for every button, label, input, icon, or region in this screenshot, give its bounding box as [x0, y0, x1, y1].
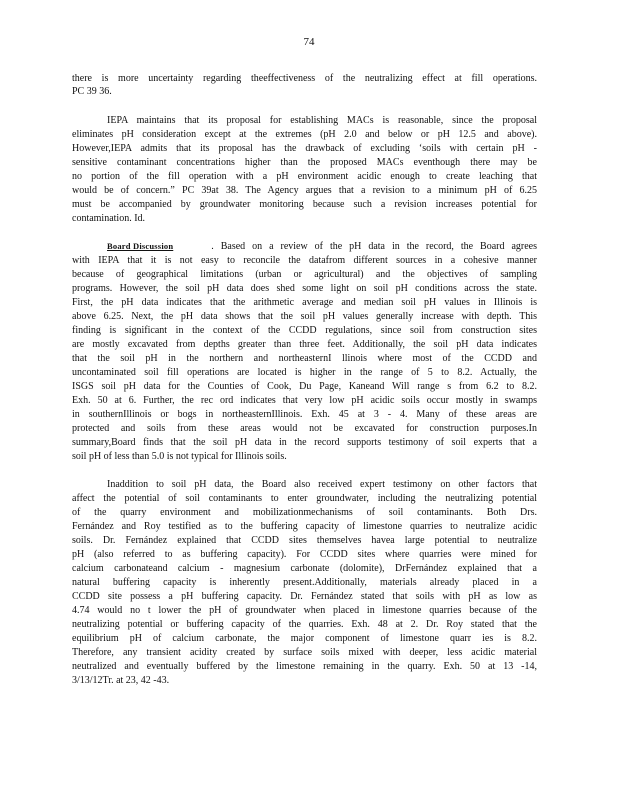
text-line: Exh. 50 at 6. Further, the rec ord indicates that very low pH acidic soils occur mostly in swamps	[72, 395, 537, 406]
text-line: soil pH of less than 5.0 is not typical for Illinois soils.	[72, 451, 287, 462]
text-line: there is more uncertainty regarding theeffectiveness of the neutralizing effect at fill operations.	[72, 73, 537, 84]
text-line: IEPA maintains that its proposal for establishing MACs is reasonable, since the proposal	[107, 115, 537, 126]
text-line: finding is significant in the context of the CCDD regulations, since soil from construction sites	[72, 325, 537, 336]
text-line: neutralizing potential or buffering capacity of the quarries. Exh. 48 at 2. Dr. Roy stated that the	[72, 619, 537, 630]
text-line: must be accompanied by groundwater monitoring because such a revision increases potential for	[72, 199, 537, 210]
text-line: equilibrium pH of calcium carbonate, the major component of limestone quarr ies is 8.2.	[72, 633, 537, 644]
text-line: Therefore, any transient acidity created by surface soils mixed with deeper, less acidic material	[72, 647, 537, 658]
text-line: with IEPA that it is not easy to reconcile the datafrom different sources in a cohesive manner	[72, 255, 537, 266]
text-line: of the quarry environment and mobilizationmechanisms of soil contaminants. Both Drs.	[72, 507, 537, 518]
text-line: pH (also referred to as buffering capacity). For CCDD sites where quarries were mined for	[72, 549, 537, 560]
text-line: . Based on a review of the pH data in the record, the Board agrees	[211, 241, 537, 252]
text-line: would be of concern.” PC 39at 38. The Agency argues that a revision to a minimum pH of 6.25	[72, 185, 537, 196]
text-line: 4.74 would no t lower the pH of groundwater when placed in limestone quarries because of the	[72, 605, 537, 616]
text-line: are mostly excavated from depths greater than three feet. Additionally, the soil pH data indicates	[72, 339, 537, 350]
text-line: uncontaminated soil fill operations are located is higher in the range of 5 to 8.2. Actually, the	[72, 367, 537, 378]
text-line: affect the potential of soil contaminants to enter groundwater, including the neutralizing potential	[72, 493, 537, 504]
text-line: no portion of the fill operation with a pH environment acidic enough to create leaching that	[72, 171, 537, 182]
text-line: 3/13/12Tr. at 23, 42 -43.	[72, 675, 170, 686]
section-heading: Board Discussion	[107, 241, 174, 251]
text-line: eliminates pH consideration except at the extremes (pH 2.0 and below or pH 12.5 and above).	[72, 129, 537, 140]
text-line: that the soil pH in the northern and northeasternI llinois where most of the CCDD and	[72, 353, 537, 364]
heading-line	[107, 240, 537, 253]
text-line: above 6.25. Next, the pH data shows that the soil pH values generally increase with depth. This	[72, 311, 537, 322]
text-line: neutralized and eventually buffered by the limestone remaining in the quarry. Exh. 50 at 13 -14,	[72, 661, 537, 672]
text-line: PC 39 36.	[72, 86, 112, 97]
text-line: natural buffering capacity is inherently present.Additionally, materials already placed in a	[72, 577, 537, 588]
text-line: because of geographical limitations (urban or agricultural) and the objectives of sampling	[72, 269, 537, 280]
text-line: CCDD site possess a pH buffering capacity. Dr. Fernández stated that soils with pH as low as	[72, 591, 537, 602]
text-line: calcium carbonateand calcium - magnesium carbonate (dolomite), DrFernández explained that a	[72, 563, 537, 574]
text-line: soils. Dr. Fernández explained that CCDD sites themselves havea large potential to neutralize	[72, 535, 537, 546]
text-line: Inaddition to soil pH data, the Board also received expert testimony on other factors that	[107, 479, 537, 490]
page-number: 74	[303, 36, 315, 48]
text-line: contamination. Id.	[72, 213, 146, 224]
text-line: in southernIllinois or bogs in northeasternIllinois. Exh. 45 at 3 - 4. Many of these areas are	[72, 409, 537, 420]
text-line: programs. However, the soil pH data does shed some light on soil pH conditions across the state.	[72, 283, 537, 294]
text-line: protected and soils from these areas would not be excavated for construction purposes.In	[72, 423, 537, 434]
text-line: However,IEPA admits that its proposal has the drawback of excluding ‘soils with certain pH -	[72, 143, 537, 154]
text-line: summary,Board finds that the soil pH data in the record supports testimony of soil experts that a	[72, 437, 537, 448]
text-line: sensitive contaminant concentrations higher than the proposed MACs eventhough there may be	[72, 157, 537, 168]
text-line: ISGS soil pH data for the Counties of Cook, Du Page, Kaneand Will range s from 6.2 to 8.2.	[72, 381, 537, 392]
text-line: First, the pH data indicates that the arithmetic average and median soil pH values in Illinois is	[72, 297, 537, 308]
text-line: Fernández and Roy testified as to the buffering capacity of limestone quarries to neutralize acidic	[72, 521, 537, 532]
